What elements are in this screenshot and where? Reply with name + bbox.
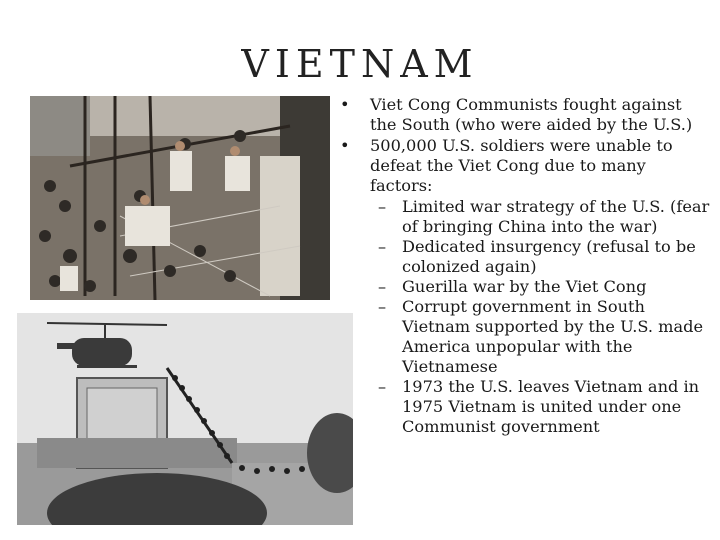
sub-bullet-item bbox=[340, 237, 710, 277]
bullet-list bbox=[340, 95, 710, 437]
sub-bullet-item bbox=[340, 377, 710, 437]
sub-bullet-text: Limited war strategy of the U.S. (fear of bringing China into the war) bbox=[402, 197, 710, 236]
sub-bullet-item bbox=[340, 197, 710, 237]
sub-bullet-text: 1973 the U.S. leaves Vietnam and in 1975 Vietnam is united under one Communist government bbox=[402, 377, 700, 436]
bullet-marker: • bbox=[340, 95, 350, 114]
bullet-text: 500,000 U.S. soldiers were unable to defeat the Viet Cong due to many factors: bbox=[370, 136, 673, 195]
helicopter-evacuation-rooftop-photo bbox=[17, 313, 353, 525]
sub-bullet-marker: – bbox=[378, 277, 387, 296]
sub-bullet-text: Corrupt government in South Vietnam supported by the U.S. made America unpopular with the Vietnamese bbox=[402, 297, 704, 376]
sub-bullet-marker: – bbox=[378, 377, 387, 396]
bullet-marker: • bbox=[340, 136, 350, 155]
sub-bullet-marker: – bbox=[378, 237, 387, 256]
sub-bullet-text: Dedicated insurgency (refusal to be colonized again) bbox=[402, 237, 696, 276]
bullet-item bbox=[340, 136, 710, 196]
sub-bullet-item bbox=[340, 277, 710, 297]
bullet-item bbox=[340, 95, 710, 135]
slide-title: VIETNAM bbox=[241, 42, 479, 86]
sub-bullet-marker: – bbox=[378, 297, 387, 316]
sub-bullet-text: Guerilla war by the Viet Cong bbox=[402, 277, 647, 296]
sub-bullet-item bbox=[340, 297, 710, 377]
bullet-text: Viet Cong Communists fought against the South (who were aided by the U.S.) bbox=[370, 95, 693, 134]
sub-bullet-marker: – bbox=[378, 197, 387, 216]
crowd-at-embassy-wall-photo bbox=[30, 96, 330, 300]
